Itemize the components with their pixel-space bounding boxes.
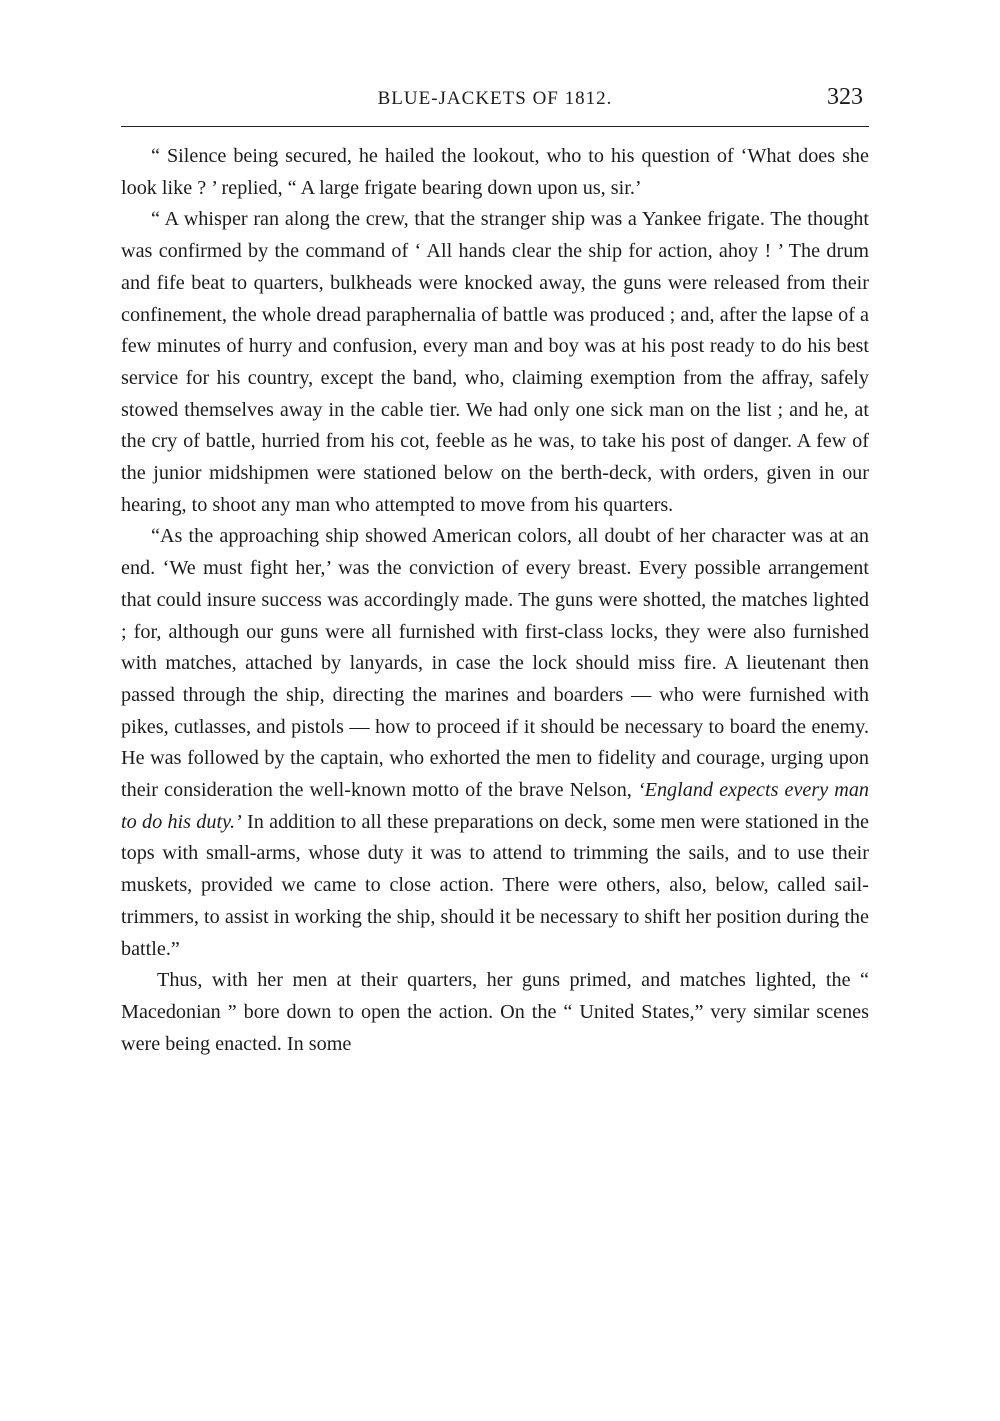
paragraph-3-text: “As the approaching ship showed American colors, all doubt of her character was at an end. ‘We must fight her,’ was the conviction of every breast. Every possible arrangement that could insure success was accordingly made. The guns were shotted, the matches lighted ; for, although our guns were all furnished with first-class locks, they were also furnished with matches, attached by lanyards, in case the lock should miss fire. A lieutenant then passed through the ship, directing the marines and boarders — who were furnished with pikes, cutlasses, and pistols — how to proceed if it should be necessary to board the enemy. He was followed by the captain, who exhorted the men to fidelity and courage, urging upon their consideration the well-known motto of the brave Nelson, <box>121 525 869 802</box>
header-rule <box>121 126 869 127</box>
paragraph-1: “ Silence being secured, he hailed the lookout, who to his question of ‘What does she look like ? ’ replied, “ A large frigate bearing down upon us, sir.’ <box>121 145 869 199</box>
page-header <box>121 80 869 120</box>
paragraph-3-continued: In addition to all these preparations on deck, some men were stationed in the tops with small-arms, whose duty it was to attend to trimming the sails, and to use their muskets, provided we came to close action. There were others, also, below, called sail-trimmers, to assist in working the ship, should it be necessary to shift her position during the battle.” <box>121 810 870 960</box>
paragraph-2: “ A whisper ran along the crew, that the stranger ship was a Yankee frigate. The thought was confirmed by the command of ‘ All hands clear the ship for action, ahoy ! ’ The drum and fife beat to quarters, bulkheads were knocked away, the guns were released from their confinement, the whole dread paraphernalia of battle was produced ; and, after the lapse of a few minutes of hurry and confusion, every man and boy was at his post ready to do his best service for his country, except the band, who, claiming exemption from the affray, safely stowed themselves away in the cable tier. We had only one sick man on the list ; and he, at the cry of battle, hurried from his cot, feeble as he was, to take his post of danger. A few of the junior midshipmen were stationed below on the berth-deck, with orders, given in our hearing, to shoot any man who attempted to move from his quarters. <box>121 208 869 516</box>
paragraph-3 <box>121 521 869 965</box>
running-head: BLUE-JACKETS OF 1812. <box>377 88 613 109</box>
paragraph-4: Thus, with her men at their quarters, her guns primed, and matches lighted, the “ Macedonian ” bore down to open the action. On the “ United States,” very similar scenes were being enacted. In some <box>121 969 869 1055</box>
book-page <box>121 80 869 1060</box>
body-text <box>121 141 869 1060</box>
nelson-motto: ‘England expects every man to do his duty.’ <box>121 779 870 833</box>
page-number: 323 <box>827 84 863 110</box>
